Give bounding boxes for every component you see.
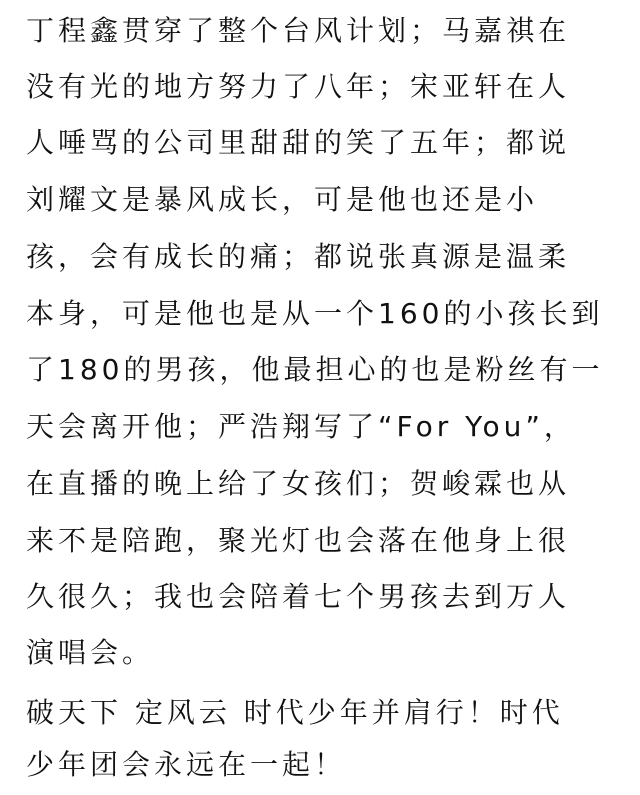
text-line: 在直播的晚上给了女孩们；贺峻霖也从 — [26, 467, 571, 500]
text-line: 少年团会永远在一起！ — [26, 748, 347, 781]
text-line: 丁程鑫贯穿了整个台风计划；马嘉祺在 — [26, 14, 571, 47]
text-line: 人唾骂的公司里甜甜的笑了五年；都说 — [26, 126, 571, 159]
text-line: 来不是陪跑，聚光灯也会落在他身上很 — [26, 524, 571, 557]
text-line: 孩，会有成长的痛；都说张真源是温柔 — [26, 240, 571, 273]
text-line: 久很久；我也会陪着七个男孩去到万人 — [26, 580, 571, 613]
text-line: 没有光的地方努力了八年；宋亚轩在人 — [26, 70, 571, 103]
text-line: 刘耀文是暴风成长，可是他也还是小 — [26, 183, 539, 216]
text-line: 演唱会。 — [26, 636, 155, 669]
text-line: 本身，可是他也是从一个160的小孩长到 — [26, 297, 604, 330]
text-line: 了180的男孩，他最担心的也是粉丝有一 — [26, 353, 604, 386]
text-line: 天会离开他；严浩翔写了“For You”， — [26, 410, 576, 443]
text-line: 破天下 定风云 时代少年并肩行！时代 — [26, 696, 564, 729]
